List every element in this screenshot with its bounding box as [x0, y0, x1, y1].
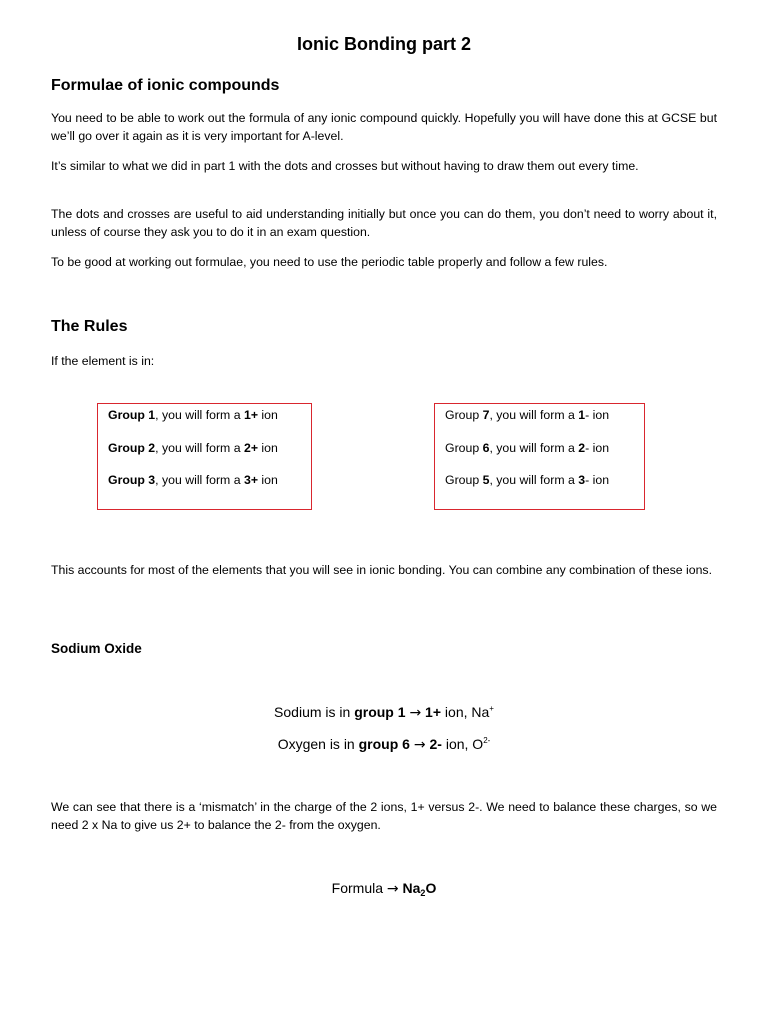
- paragraph-intro: You need to be able to work out the formula of any ionic compound quickly. Hopefully you will have done this at GCSE but we’ll go over it again as it is very important for A-level.: [51, 111, 717, 143]
- rule-text-end: - ion: [585, 408, 610, 422]
- rule-row-group-1: [108, 408, 278, 422]
- paragraph-mismatch: We can see that there is a ‘mismatch’ in the charge of the 2 ions, 1+ versus 2-. We need to balance these charges, so we need 2 x Na to give us 2+ to balance the 2- from the oxygen.: [51, 800, 717, 832]
- ion-superscript: 2-: [483, 736, 491, 745]
- rule-text: , you will form a: [155, 441, 244, 455]
- formula-line: [0, 880, 768, 897]
- rules-intro: If the element is in:: [51, 354, 155, 368]
- rule-text: , you will form a: [489, 473, 579, 487]
- formula-label: Formula: [331, 880, 387, 896]
- group-number: 6: [482, 441, 490, 455]
- rule-text: , you will form a: [489, 408, 579, 422]
- group-label: Group 1: [108, 408, 156, 422]
- ion-charge: 3+: [243, 473, 259, 487]
- ion-text: ion, O: [441, 736, 484, 752]
- ion-text: ion, Na: [441, 704, 490, 720]
- rule-row-group-3: [108, 473, 278, 487]
- ion-charge: 1+: [421, 704, 442, 720]
- oxygen-ion-line: [0, 736, 768, 753]
- example-heading-sodium-oxide: Sodium Oxide: [51, 641, 142, 656]
- ion-charge: 2: [578, 441, 586, 455]
- right-arrow-icon: →: [409, 705, 422, 721]
- rule-row-group-2: [108, 441, 278, 455]
- ion-charge: 2+: [243, 441, 259, 455]
- formula-o: O: [425, 880, 437, 896]
- rule-row-group-6: [445, 441, 609, 455]
- rule-row-group-7: [445, 408, 609, 422]
- ion-charge: 2-: [425, 736, 442, 752]
- section-heading-rules: The Rules: [51, 318, 128, 335]
- ion-superscript: +: [489, 704, 494, 713]
- formula-na: Na: [398, 880, 421, 896]
- rule-text: , you will form a: [489, 441, 579, 455]
- formula-subscript: 2: [420, 888, 426, 898]
- rule-row-group-5: [445, 473, 609, 487]
- group-label: Group 2: [108, 441, 156, 455]
- group-bold: group 1: [354, 704, 406, 720]
- rule-text-end: ion: [258, 408, 278, 422]
- paragraph-dots-crosses: The dots and crosses are useful to aid understanding initially but once you can do them, you don’t need to worry about it, unless of course they ask you to do it in an exam question.: [51, 207, 717, 239]
- sodium-ion-line: [0, 704, 768, 721]
- rule-text: , you will form a: [155, 473, 244, 487]
- right-arrow-icon: →: [386, 881, 399, 897]
- negative-ion-rules-box: [434, 403, 645, 510]
- group-label: Group: [445, 408, 483, 422]
- page-title: Ionic Bonding part 2: [297, 34, 471, 54]
- rule-text-end: ion: [258, 473, 278, 487]
- group-number: 7: [482, 408, 490, 422]
- rule-text-end: - ion: [585, 441, 610, 455]
- rule-text-end: ion: [258, 441, 278, 455]
- ion-charge: 3: [578, 473, 586, 487]
- line-text: Oxygen is in: [277, 736, 359, 752]
- paragraph-similar: It’s similar to what we did in part 1 with the dots and crosses but without having to draw them out every time.: [51, 159, 639, 173]
- group-label: Group: [445, 441, 483, 455]
- group-bold: group 6: [358, 736, 410, 752]
- group-number: 5: [482, 473, 490, 487]
- rule-text-end: - ion: [585, 473, 610, 487]
- paragraph-combination: This accounts for most of the elements that you will see in ionic bonding. You can combine any combination of these ions.: [51, 563, 712, 577]
- paragraph-periodic-table: To be good at working out formulae, you need to use the periodic table properly and follow a few rules.: [51, 255, 608, 269]
- right-arrow-icon: →: [413, 737, 426, 753]
- positive-ion-rules-box: [97, 403, 312, 510]
- group-label: Group 3: [108, 473, 156, 487]
- rule-text: , you will form a: [155, 408, 244, 422]
- ion-charge: 1: [578, 408, 586, 422]
- line-text: Sodium is in: [274, 704, 355, 720]
- ion-charge: 1+: [243, 408, 259, 422]
- group-label: Group: [445, 473, 483, 487]
- section-heading-formulae: Formulae of ionic compounds: [51, 77, 280, 94]
